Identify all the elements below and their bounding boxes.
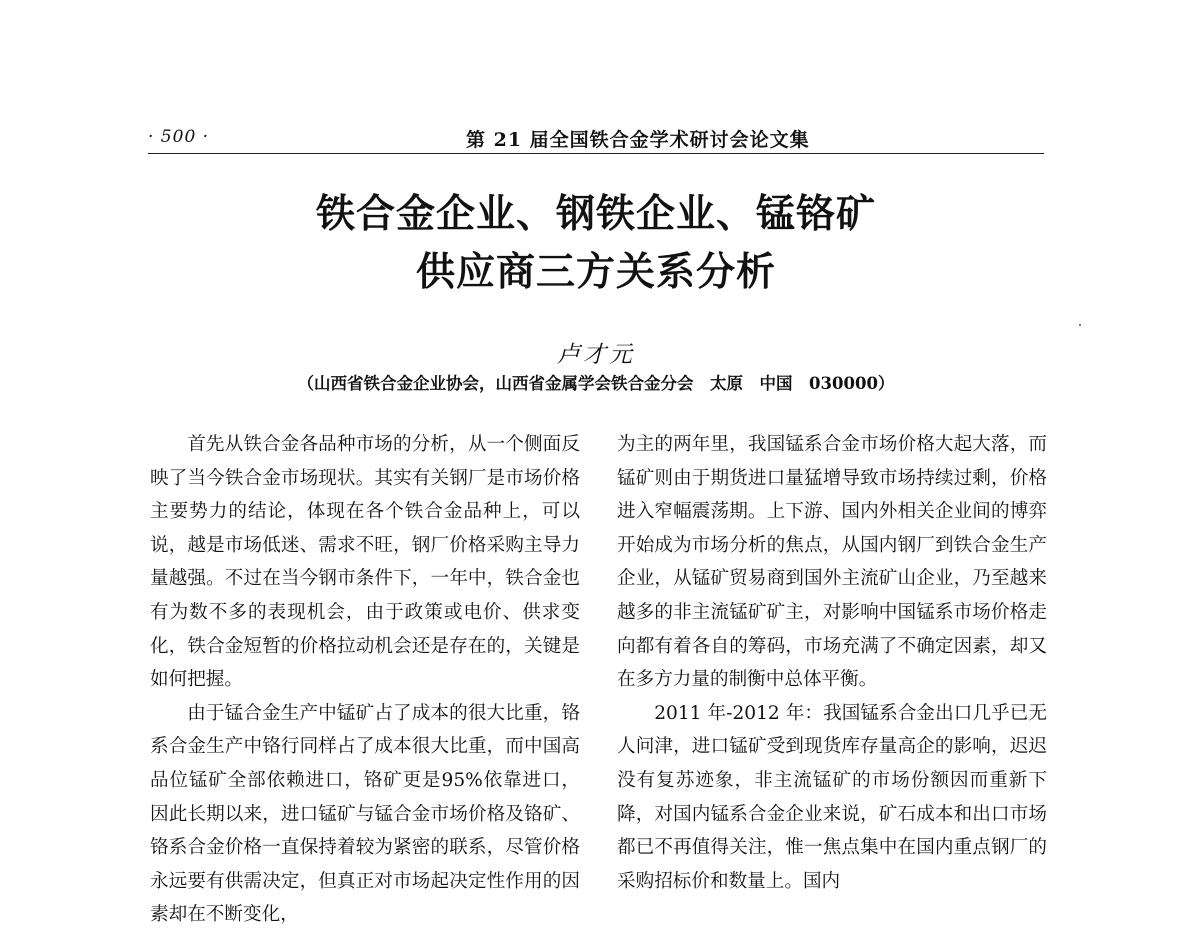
left-column — [150, 428, 580, 932]
paragraph: 由于锰合金生产中锰矿占了成本的很大比重，铬系合金生产中铬行同样占了成本很大比重，而中国高品位锰矿全部依赖进口，铬矿更是95%依靠进口，因此长期以来，进口锰矿与锰合金市场价格及铬矿、铬系合金价格一直保持着较为紧密的联系，尽管价格永远要有供需决定，但真正对市场起决定性作用的因素却在不断变化， — [150, 702, 580, 926]
running-header — [148, 125, 1044, 151]
author-name: 卢才元 — [557, 342, 635, 368]
paragraph-continued: 为主的两年里，我国锰系合金市场价格大起大落，而锰矿则由于期货进口量猛增导致市场持续过剩，价格进入窄幅震荡期。上下游、国内外相关企业间的博弈开始成为市场分析的焦点，从国内钢厂到铁合金生产企业，从锰矿贸易商到国外主流矿山企业，乃至越来越多的非主流锰矿矿主，对影响中国锰系市场价格走向都有着各自的筹码，市场充满了不确定因素，却又在多方力量的制衡中总体平衡。 — [617, 434, 1047, 691]
article-title — [148, 186, 1044, 302]
right-column — [617, 428, 1047, 898]
paragraph: 首先从铁合金各品种市场的分析，从一个侧面反映了当今铁合金市场现状。其实有关钢厂是市场价格主要势力的结论，体现在各个铁合金品种上，可以说，越是市场低迷、需求不旺，钢厂价格采购主导力量越强。不过在当今钢市条件下，一年中，铁合金也有为数不多的表现机会，由于政策或电价、供求变化，铁合金短暂的价格拉动机会还是存在的，关键是如何把握。 — [150, 434, 580, 691]
title-line-1: 铁合金企业、钢铁企业、锰铬矿 — [315, 192, 876, 237]
paragraph: 2011 年-2012 年：我国锰系合金出口几乎已无人问津，进口锰矿受到现货库存量高企的影响，迟迟没有复苏迹象，非主流锰矿的市场份额因而重新下降，对国内锰系合金企业来说，矿石成本和出口市场都已不再值得关注，惟一焦点集中在国内重点钢厂的采购招标价和数量上。国内 — [617, 702, 1047, 892]
scan-speck — [1079, 324, 1081, 326]
journal-title: 第 21 届全国铁合金学术研讨会论文集 — [466, 129, 810, 151]
page-number: · 500 · — [148, 127, 210, 147]
author-affiliation: （山西省铁合金企业协会，山西省金属学会铁合金分会 太原 中国 030000） — [297, 374, 895, 393]
title-line-2: 供应商三方关系分析 — [415, 250, 776, 295]
header-divider — [148, 153, 1044, 154]
